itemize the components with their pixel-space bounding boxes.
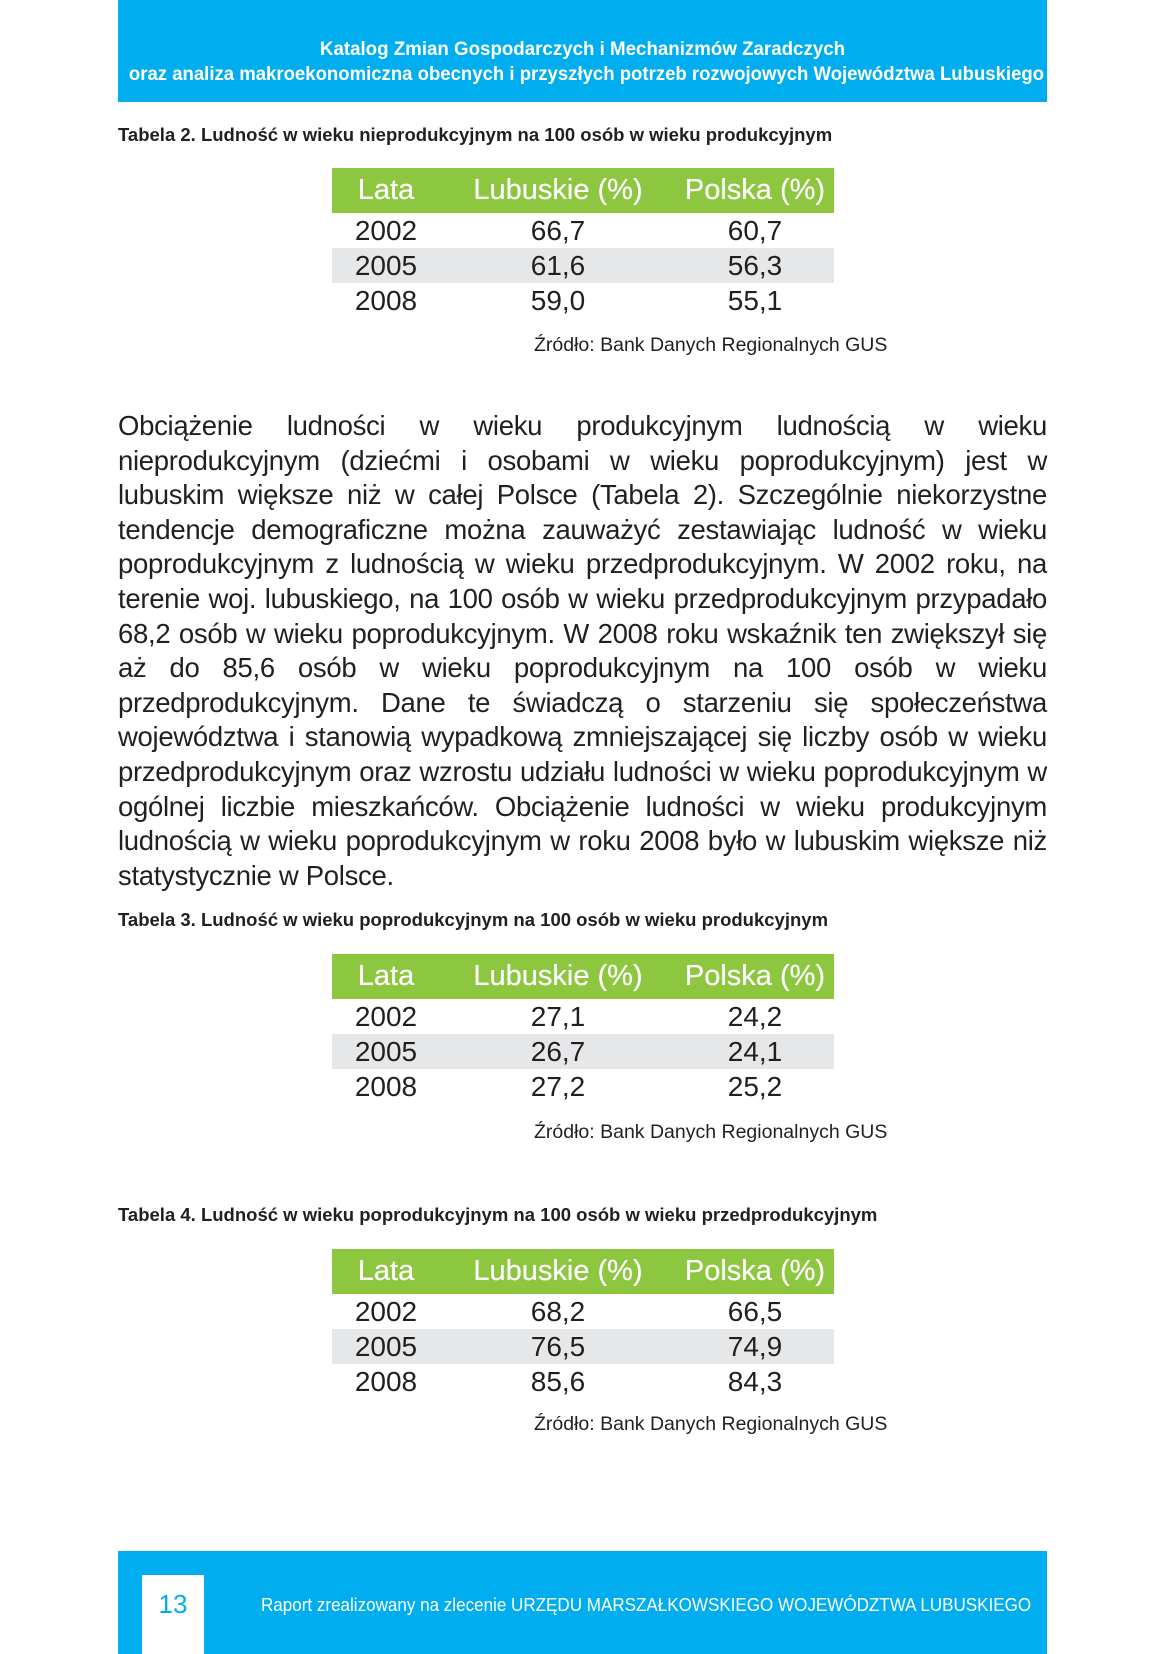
cell-polska: 84,3 — [727, 1366, 783, 1397]
cell-year: 2005 — [332, 1329, 440, 1364]
column-header-lubuskie: Lubuskie (%) — [440, 954, 676, 999]
column-header-polska: Polska (%) — [676, 954, 834, 999]
cell-year: 2002 — [354, 1296, 418, 1327]
cell-polska: 24,2 — [727, 1001, 783, 1032]
cell-year: 2008 — [354, 1366, 418, 1397]
cell-polska: 66,5 — [727, 1296, 783, 1327]
table-header-row — [332, 954, 834, 999]
cell-polska: 74,9 — [676, 1329, 834, 1364]
table-2 — [332, 168, 834, 318]
table-row — [332, 248, 834, 283]
table-3-source: Źródło: Bank Danych Regionalnych GUS — [534, 1121, 888, 1143]
table-row — [332, 1294, 834, 1329]
cell-lubuskie: 61,6 — [440, 248, 676, 283]
cell-polska: 56,3 — [676, 248, 834, 283]
cell-year: 2005 — [332, 1034, 440, 1069]
body-paragraph: Obciążenie ludności w wieku produkcyjnym ludnością w wieku nieprodukcyjnym (dziećmi i osobami w wieku poprodukcyjnym) jest w lubuskim większe niż w całej Polsce (Tabela 2). Szczególnie niekorzystne tendencje demograficzne można zauważyć zestawiając ludność w wieku poprodukcyjnym z ludnością w wieku przedprodukcyjnym. W 2002 roku, na terenie woj. lubuskiego, na 100 osób w wieku przedprodukcyjnym przypadało 68,2 osób w wieku poprodukcyjnym. W 2008 roku wskaźnik ten zwiększył się aż do 85,6 osób w wieku poprodukcyjnym na 100 osób w wieku przedprodukcyjnym. Dane te świadczą o starzeniu się społeczeństwa województwa i stanowią wypadkową zmniejszającej się liczby osób w wieku przedprodukcyjnym oraz wzrostu udziału ludności w wieku poprodukcyjnym w ogólnej liczbie mieszkańców. Obciążenie ludności w wieku produkcyjnym ludnością w wieku poprodukcyjnym w roku 2008 było w lubuskim większe niż statystycznie w Polsce. — [118, 410, 1047, 891]
cell-lubuskie: 59,0 — [530, 285, 586, 316]
table-row — [332, 213, 834, 248]
cell-polska: 55,1 — [727, 285, 783, 316]
table-header-row — [332, 1249, 834, 1294]
table-2-source: Źródło: Bank Danych Regionalnych GUS — [534, 334, 888, 356]
header-title-line-2: oraz analiza makroekonomiczna obecnych i przyszłych potrzeb rozwojowych Województwa Lubuskiego — [128, 64, 1045, 85]
page-header — [118, 0, 1047, 102]
cell-lubuskie: 27,2 — [530, 1071, 586, 1102]
cell-year: 2008 — [354, 285, 418, 316]
cell-lubuskie: 76,5 — [440, 1329, 676, 1364]
cell-polska: 25,2 — [727, 1071, 783, 1102]
table-4 — [332, 1249, 834, 1399]
cell-lubuskie: 26,7 — [440, 1034, 676, 1069]
column-header-lubuskie: Lubuskie (%) — [440, 168, 676, 213]
table-row — [332, 999, 834, 1034]
table-2-caption: Tabela 2. Ludność w wieku nieprodukcyjnym na 100 osób w wieku produkcyjnym — [118, 124, 833, 145]
cell-year: 2005 — [332, 248, 440, 283]
table-row — [332, 1069, 834, 1104]
cell-year: 2008 — [354, 1071, 418, 1102]
cell-lubuskie: 66,7 — [530, 215, 586, 246]
table-row — [332, 283, 834, 318]
column-header-years: Lata — [332, 954, 440, 999]
cell-lubuskie: 27,1 — [530, 1001, 586, 1032]
cell-lubuskie: 85,6 — [530, 1366, 586, 1397]
table-row — [332, 1329, 834, 1364]
table-3-caption: Tabela 3. Ludność w wieku poprodukcyjnym na 100 osób w wieku produkcyjnym — [118, 909, 829, 930]
table-row — [332, 1364, 834, 1399]
table-header-row — [332, 168, 834, 213]
column-header-lubuskie: Lubuskie (%) — [440, 1249, 676, 1294]
cell-year: 2002 — [354, 215, 418, 246]
page-footer — [118, 1551, 1047, 1654]
page-number: 13 — [142, 1575, 204, 1654]
column-header-polska: Polska (%) — [676, 168, 834, 213]
table-4-source: Źródło: Bank Danych Regionalnych GUS — [534, 1413, 888, 1435]
table-4-caption: Tabela 4. Ludność w wieku poprodukcyjnym na 100 osób w wieku przedprodukcyjnym — [118, 1204, 878, 1225]
footer-text: Raport zrealizowany na zlecenie URZĘDU MARSZAŁKOWSKIEGO WOJEWÓDZTWA LUBUSKIEGO — [261, 1594, 1032, 1615]
cell-polska: 24,1 — [676, 1034, 834, 1069]
cell-polska: 60,7 — [727, 215, 783, 246]
cell-year: 2002 — [354, 1001, 418, 1032]
cell-lubuskie: 68,2 — [530, 1296, 586, 1327]
column-header-polska: Polska (%) — [676, 1249, 834, 1294]
column-header-years: Lata — [332, 168, 440, 213]
table-row — [332, 1034, 834, 1069]
header-title-line-1: Katalog Zmian Gospodarczych i Mechanizmów Zaradczych — [319, 39, 846, 60]
column-header-years: Lata — [332, 1249, 440, 1294]
table-3 — [332, 954, 834, 1104]
